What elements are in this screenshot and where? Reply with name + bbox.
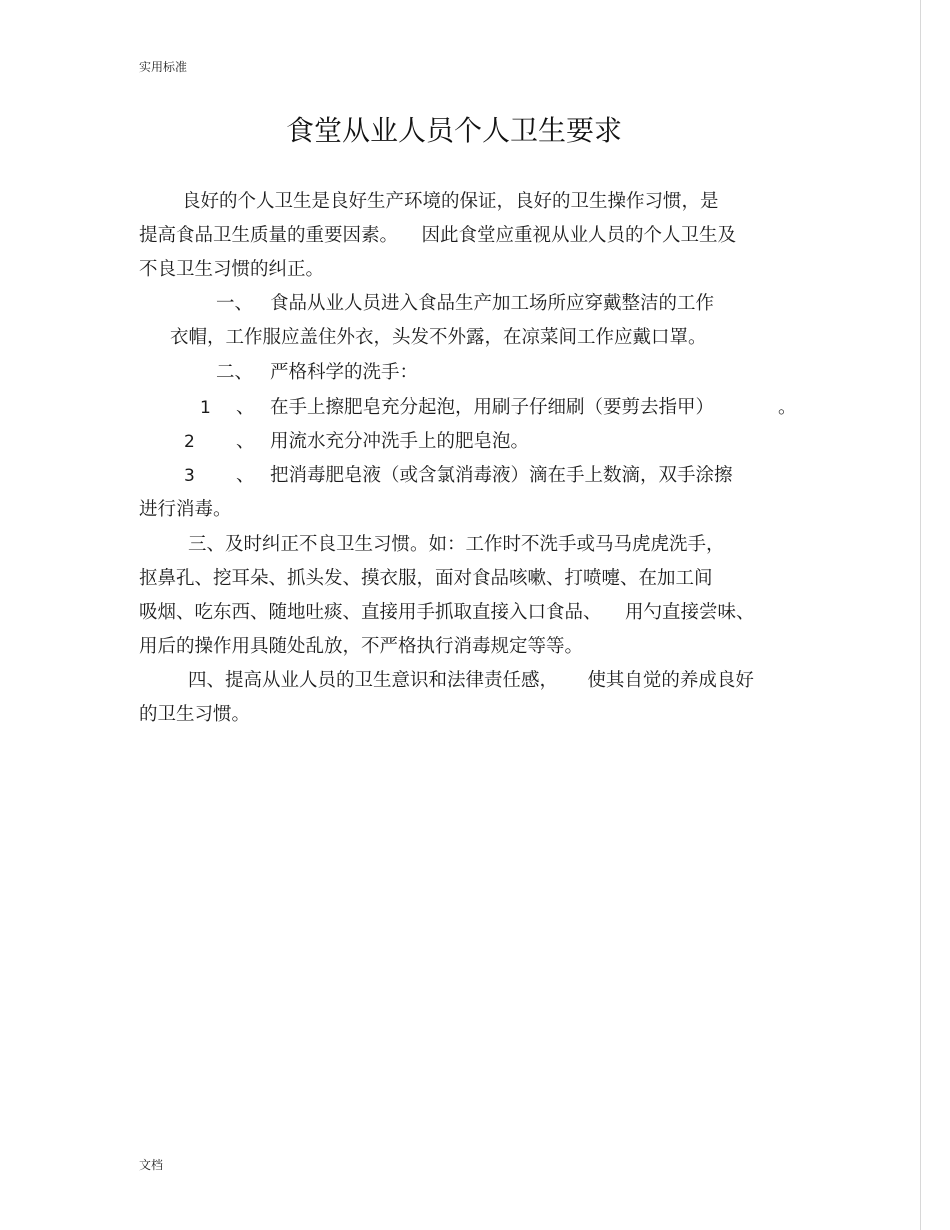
intro-line-1: 良好的个人卫生是良好生产环境的保证，良好的卫生操作习惯，是 [182, 191, 719, 212]
section-4-line-2: 的卫生习惯。 [139, 704, 251, 725]
step-1-separator: 、 [236, 397, 255, 418]
step-3-line-2: 进行消毒。 [139, 499, 232, 520]
section-1-line-2: 衣帽，工作服应盖住外衣，头发不外露，在凉菜间工作应戴口罩。 [170, 327, 707, 348]
step-1-end: 。 [778, 397, 797, 418]
step-3-number: 3 [184, 466, 195, 486]
section-1-marker: 一、 [216, 293, 254, 314]
step-3-text: 把消毒肥皂液（或含氯消毒液）滴在手上数滴，双手涂擦 [270, 465, 733, 486]
section-2-text: 严格科学的洗手： [270, 362, 419, 383]
section-3-line-2: 抠鼻孔、挖耳朵、抓头发、摸衣服，面对食品咳嗽、打喷嚏、在加工间 [139, 568, 713, 589]
section-3-line-4: 用后的操作用具随处乱放，不严格执行消毒规定等等。 [139, 636, 584, 657]
header-label: 实用标准 [139, 60, 188, 74]
section-1-line-1: 食品从业人员进入食品生产加工场所应穿戴整洁的工作 [270, 293, 715, 314]
section-3-line-1: 三、及时纠正不良卫生习惯。如：工作时不洗手或马马虎虎洗手， [188, 534, 725, 555]
step-2-separator: 、 [236, 431, 255, 452]
step-1-text: 在手上擦肥皂充分起泡，用刷子仔细刷（要剪去指甲） [270, 397, 715, 418]
section-2-marker: 二、 [216, 362, 254, 383]
intro-line-3: 不良卫生习惯的纠正。 [139, 259, 325, 280]
section-3-line-3: 吸烟、吃东西、随地吐痰、直接用手抓取直接入口食品、 用勺直接尝味、 [139, 602, 755, 623]
step-2-text: 用流水充分冲洗手上的肥皂泡。 [270, 431, 530, 452]
step-1-number: 1 [200, 398, 211, 418]
step-2-number: 2 [184, 432, 195, 452]
footer-label: 文档 [139, 1158, 164, 1172]
page-edge-divider [920, 0, 921, 1230]
document-title: 食堂从业人员个人卫生要求 [285, 114, 622, 147]
step-3-separator: 、 [236, 465, 255, 486]
section-4-line-1: 四、提高从业人员的卫生意识和法律责任感， 使其自觉的养成良好 [188, 670, 754, 691]
intro-line-2: 提高食品卫生质量的重要因素。 因此食堂应重视从业人员的个人卫生及 [139, 225, 737, 246]
